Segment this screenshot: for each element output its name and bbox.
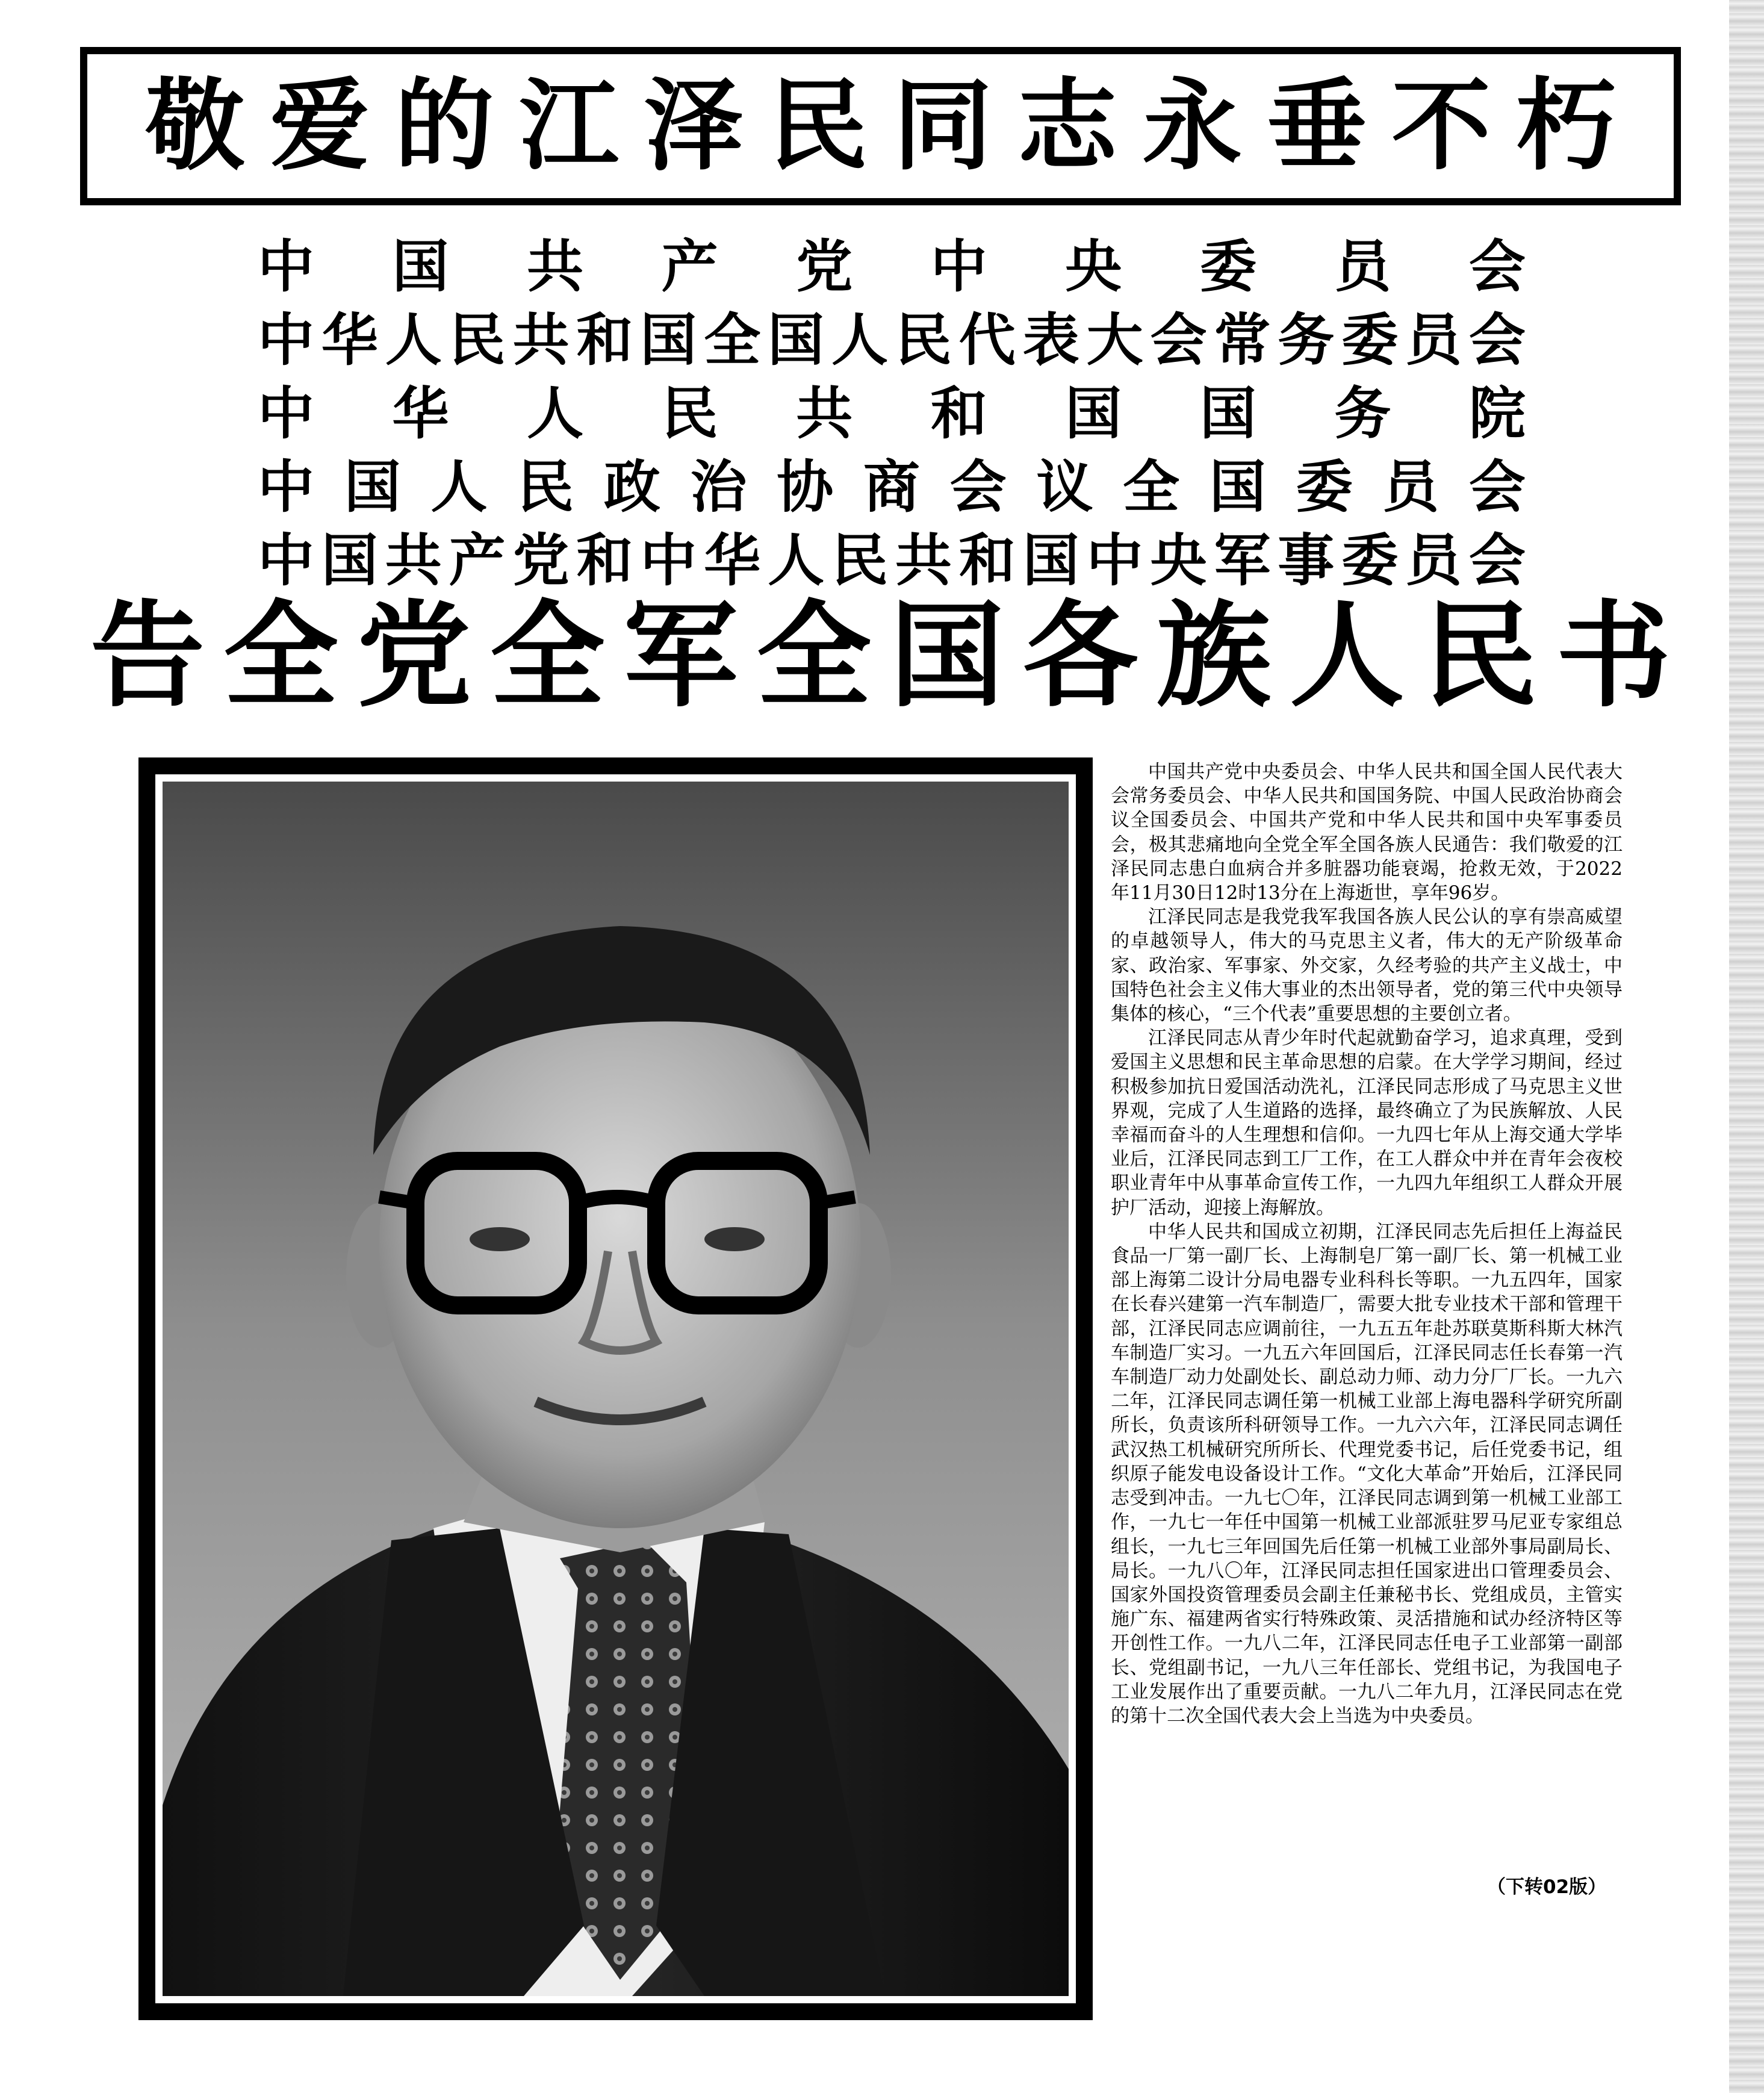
issuer-line bbox=[258, 450, 1526, 524]
display-character: 族 bbox=[1156, 589, 1271, 723]
display-character: 政 bbox=[603, 454, 660, 520]
display-character: 共 bbox=[385, 527, 442, 594]
display-character: 人 bbox=[1290, 589, 1405, 723]
display-character: 中 bbox=[640, 527, 697, 594]
display-character: 共 bbox=[527, 234, 584, 300]
display-character: 民 bbox=[449, 307, 506, 373]
display-character: 产 bbox=[449, 527, 506, 594]
article-paragraph: 江泽民同志是我党我军我国各族人民公认的享有崇高威望的卓越领导人，伟大的马克思主义者，伟大的无产阶级革命家、政治家、军事家、外交家，久经考验的共产主义战士，中国特色社会主义伟大事业的杰出领导者，党的第三代中央领导集体的核心，“三个代表”重要思想的主要创立者。 bbox=[1111, 906, 1623, 1025]
page-edge-strip bbox=[1729, 0, 1764, 2093]
display-character: 民 bbox=[517, 454, 574, 520]
display-character: 国 bbox=[344, 454, 401, 520]
display-character: 会 bbox=[1468, 234, 1526, 300]
display-character: 商 bbox=[863, 454, 920, 520]
portrait-photo-icon bbox=[163, 782, 1069, 1996]
display-character: 党 bbox=[356, 589, 471, 723]
display-character: 民 bbox=[661, 381, 718, 447]
display-character: 议 bbox=[1036, 454, 1093, 520]
memorial-banner bbox=[80, 47, 1681, 205]
display-character: 人 bbox=[831, 307, 889, 373]
display-character: 中 bbox=[258, 527, 315, 594]
display-character: 和 bbox=[958, 527, 1016, 594]
display-character: 中 bbox=[1086, 527, 1143, 594]
issuer-line bbox=[258, 230, 1526, 303]
display-character: 各 bbox=[1023, 589, 1138, 723]
display-character: 中 bbox=[258, 307, 315, 373]
display-character: 国 bbox=[1065, 381, 1122, 447]
display-character: 员 bbox=[1405, 307, 1462, 373]
display-character: 中 bbox=[930, 234, 987, 300]
display-character: 务 bbox=[1278, 307, 1335, 373]
portrait-photo bbox=[163, 782, 1069, 1996]
display-character: 华 bbox=[321, 307, 378, 373]
display-character: 国 bbox=[640, 307, 697, 373]
display-character: 国 bbox=[392, 234, 449, 300]
article-paragraph: 江泽民同志从青少年时代起就勤奋学习，追求真理，受到爱国主义思想和民主革命思想的启蒙。在大学学习期间，经过积极参加抗日爱国活动洗礼，江泽民同志形成了马克思主义世界观，完成了人生道路的选择，最终确立了为民族解放、人民幸福而奋斗的人生理想和信仰。一九四七年从上海交通大学毕业后，江泽民同志到工厂工作，在工人群众中并在青年会夜校职业青年中从事革命宣传工作，一九四九年组织工人群众开展护厂活动，迎接上海解放。 bbox=[1111, 1027, 1623, 1219]
issuer-line bbox=[258, 377, 1526, 450]
display-character: 军 bbox=[623, 589, 738, 723]
display-character: 会 bbox=[1468, 307, 1526, 373]
display-character: 和 bbox=[930, 381, 987, 447]
display-character: 全 bbox=[490, 589, 605, 723]
display-character: 委 bbox=[1341, 307, 1399, 373]
display-character: 协 bbox=[777, 454, 834, 520]
display-character: 表 bbox=[1022, 307, 1079, 373]
display-character: 央 bbox=[1065, 234, 1122, 300]
display-character: 民 bbox=[831, 527, 889, 594]
display-character: 华 bbox=[704, 527, 761, 594]
continued-on-page-note: （下转02版） bbox=[1487, 1876, 1607, 1898]
display-character: 共 bbox=[796, 381, 853, 447]
display-character: 会 bbox=[1468, 527, 1526, 594]
display-character: 治 bbox=[690, 454, 747, 520]
display-character: 中 bbox=[258, 381, 315, 447]
issuing-organizations bbox=[258, 230, 1526, 597]
display-character: 员 bbox=[1382, 454, 1439, 520]
display-character: 央 bbox=[1150, 527, 1207, 594]
display-character: 民 bbox=[1423, 589, 1538, 723]
display-character: 常 bbox=[1214, 307, 1271, 373]
display-character: 中 bbox=[258, 234, 315, 300]
display-character: 全 bbox=[704, 307, 761, 373]
display-character: 全 bbox=[223, 589, 338, 723]
display-character: 中 bbox=[258, 454, 315, 520]
display-character: 人 bbox=[527, 381, 584, 447]
display-character: 全 bbox=[1123, 454, 1180, 520]
display-character: 会 bbox=[949, 454, 1007, 520]
display-character: 委 bbox=[1296, 454, 1353, 520]
issuer-line bbox=[258, 524, 1526, 597]
display-character: 国 bbox=[768, 307, 825, 373]
display-character: 和 bbox=[576, 307, 633, 373]
display-character: 人 bbox=[430, 454, 488, 520]
article-paragraph: 中国共产党中央委员会、中华人民共和国全国人民代表大会常务委员会、中华人民共和国国务院、中国人民政治协商会议全国委员会、中国共产党和中华人民共和国中央军事委员会，极其悲痛地向全党全军全国各族人民通告：我们敬爱的江泽民同志患白血病合并多脏器功能衰竭，抢救无效，于2022年11月30日12时13分在上海逝世，享年96岁。 bbox=[1111, 761, 1623, 904]
display-character: 和 bbox=[576, 527, 633, 594]
display-character: 产 bbox=[661, 234, 718, 300]
display-character: 大 bbox=[1086, 307, 1143, 373]
display-character: 军 bbox=[1214, 527, 1271, 594]
headline bbox=[90, 589, 1671, 723]
display-character: 民 bbox=[895, 307, 952, 373]
display-character: 人 bbox=[385, 307, 442, 373]
display-character: 事 bbox=[1278, 527, 1335, 594]
display-character: 党 bbox=[796, 234, 853, 300]
display-character: 华 bbox=[392, 381, 449, 447]
display-character: 国 bbox=[1022, 527, 1079, 594]
banner-title: 敬爱的江泽民同志永垂不朽 bbox=[145, 68, 1641, 184]
display-character: 会 bbox=[1468, 454, 1526, 520]
issuer-line bbox=[258, 303, 1526, 377]
display-character: 员 bbox=[1405, 527, 1462, 594]
display-character: 会 bbox=[1150, 307, 1207, 373]
display-character: 全 bbox=[756, 589, 871, 723]
display-character: 国 bbox=[890, 589, 1005, 723]
display-character: 委 bbox=[1341, 527, 1399, 594]
display-character: 书 bbox=[1556, 589, 1671, 723]
display-character: 人 bbox=[768, 527, 825, 594]
display-character: 国 bbox=[321, 527, 378, 594]
display-character: 国 bbox=[1209, 454, 1266, 520]
display-character: 员 bbox=[1334, 234, 1391, 300]
display-character: 共 bbox=[895, 527, 952, 594]
display-character: 共 bbox=[512, 307, 570, 373]
display-character: 院 bbox=[1468, 381, 1526, 447]
display-character: 党 bbox=[512, 527, 570, 594]
display-character: 告 bbox=[90, 589, 205, 723]
display-character: 委 bbox=[1199, 234, 1256, 300]
portrait-frame bbox=[138, 757, 1093, 2020]
display-character: 务 bbox=[1334, 381, 1391, 447]
article-paragraph: 中华人民共和国成立初期，江泽民同志先后担任上海益民食品一厂第一副厂长、上海制皂厂第一副厂长、第一机械工业部上海第二设计分局电器专业科科长等职。一九五四年，国家在长春兴建第一汽车制造厂，需要大批专业技术干部和管理干部，江泽民同志应调前往，一九五五年赴苏联莫斯科斯大林汽车制造厂实习。一九五六年回国后，江泽民同志任长春第一汽车制造厂动力处副处长、副总动力师、动力分厂厂长。一九六二年，江泽民同志调任第一机械工业部上海电器科学研究所副所长，负责该所科研领导工作。一九六六年，江泽民同志调任武汉热工机械研究所所长、代理党委书记，后任党委书记，组织原子能发电设备设计工作。“文化大革命”开始后，江泽民同志受到冲击。一九七〇年，江泽民同志调到第一机械工业部工作，一九七一年任中国第一机械工业部派驻罗马尼亚专家组总组长，一九七三年回国先后任第一机械工业部外事局副局长、局长。一九八〇年，江泽民同志担任国家进出口管理委员会、国家外国投资管理委员会副主任兼秘书长、党组成员，主管实施广东、福建两省实行特殊政策、灵活措施和试办经济特区等开创性工作。一九八二年，江泽民同志任电子工业部第一副部长、党组副书记，一九八三年任部长、党组书记，为我国电子工业发展作出了重要贡献。一九八二年九月，江泽民同志在党的第十二次全国代表大会上当选为中央委员。 bbox=[1111, 1221, 1623, 1727]
display-character: 代 bbox=[958, 307, 1016, 373]
display-character: 国 bbox=[1199, 381, 1256, 447]
announcement-article bbox=[1111, 760, 1623, 1728]
